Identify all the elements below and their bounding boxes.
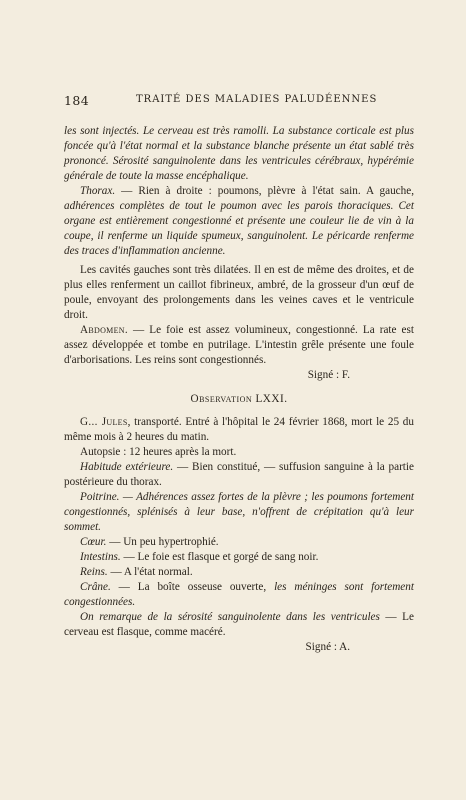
text-final-italic: On remarque de la sérosité sanguinolente dans les ventricules xyxy=(80,611,380,623)
patient-name: G... Jules xyxy=(80,416,128,428)
paragraph-poitrine xyxy=(64,490,414,535)
paragraph-cerveau: les sont injectés. Le cerveau est très ramolli. La substance corticale est plus foncée qu'à l'état normal et la substance blanche présente un état sablé très prononcé. Sérosité sanguinolente dans les ventricules cérébraux, hypérémie générale de toute la masse encéphalique. xyxy=(64,125,414,182)
text-reins: — A l'état normal. xyxy=(107,566,193,578)
paragraph-habitude xyxy=(64,460,414,490)
page-header xyxy=(64,93,414,109)
paragraph-cavites: Les cavités gauches sont très dilatées. Il en est de même des droites, et de plus elles renferment un caillot fibrineux, ambré, de la grosseur d'un œuf de poule, envoyant des prolongements dans les veines caves et le ventricule droit. xyxy=(64,264,414,321)
running-title: TRAITÉ DES MALADIES PALUDÉENNES xyxy=(136,94,378,105)
text-crane-plain: — La boîte osseuse ouverte, xyxy=(110,581,275,593)
text-habitude: — Bien constitué, — suffusion sanguine à la partie postérieure du thorax. xyxy=(64,461,414,488)
label-intestins: Intestins. xyxy=(80,551,121,563)
text-final-plain: — Le cerveau est flasque, comme macéré. xyxy=(64,611,414,638)
label-habitude: Habitude extérieure. xyxy=(80,461,174,473)
text-coeur: — Un peu hypertrophié. xyxy=(106,536,219,548)
text-abdomen: — Le foie est assez volumineux, congestionné. La rate est assez développée et tombe en putrilage. L'intestin grêle présente une foule d'arborisations. Les reins sont congestionnés. xyxy=(64,324,414,366)
text-intestins: — Le foie est flasque et gorgé de sang noir. xyxy=(120,551,319,563)
paragraph-patient xyxy=(64,415,414,445)
label-poitrine: Poitrine. xyxy=(80,491,120,503)
signature-a: Signé : A. xyxy=(305,641,350,653)
paragraph-cerveau-final xyxy=(64,610,414,640)
paragraph-intestins xyxy=(64,550,414,565)
paragraph-abdomen xyxy=(64,323,414,368)
page-body xyxy=(64,124,414,655)
text-poitrine: — Adhérences assez fortes de la plèvre ; les poumons fortement congestionnés, splénisés à leur base, n'offrent de crépitation qu'à leur sommet. xyxy=(64,491,414,533)
label-coeur: Cœur. xyxy=(80,536,107,548)
paragraph-thorax xyxy=(64,184,414,259)
signature-f: Signé : F. xyxy=(307,369,350,381)
text-thorax-italic: adhérences complètes de tout le poumon avec les parois thoraciques. Cet organe est entièrement congestionné et présente une couleur lie de vin à la coupe, il renferme un liquide spumeux, sanguinolent. Le péricarde renferme des traces d'inflammation ancienne. xyxy=(64,200,414,257)
label-crane: Crâne. xyxy=(80,581,111,593)
patient-text: , transporté. Entré à l'hôpital le 24 février 1868, mort le 25 du même mois à 2 heures du matin. xyxy=(64,416,414,443)
paragraph-crane xyxy=(64,580,414,610)
paragraph-reins xyxy=(64,565,414,580)
observation-title: Observation LXXI. xyxy=(190,393,288,405)
paragraph-coeur xyxy=(64,535,414,550)
label-abdomen: Abdomen. xyxy=(80,324,128,336)
text-thorax-plain: — Rien à droite : poumons, plèvre à l'état sain. A gauche, xyxy=(115,185,414,197)
label-thorax: Thorax. xyxy=(80,185,116,197)
paragraph-autopsie: Autopsie : 12 heures après la mort. xyxy=(80,446,237,458)
text-crane-italic: les méninges sont fortement congestionnées. xyxy=(64,581,414,608)
page-number: 184 xyxy=(64,93,90,108)
label-reins: Reins. xyxy=(80,566,108,578)
